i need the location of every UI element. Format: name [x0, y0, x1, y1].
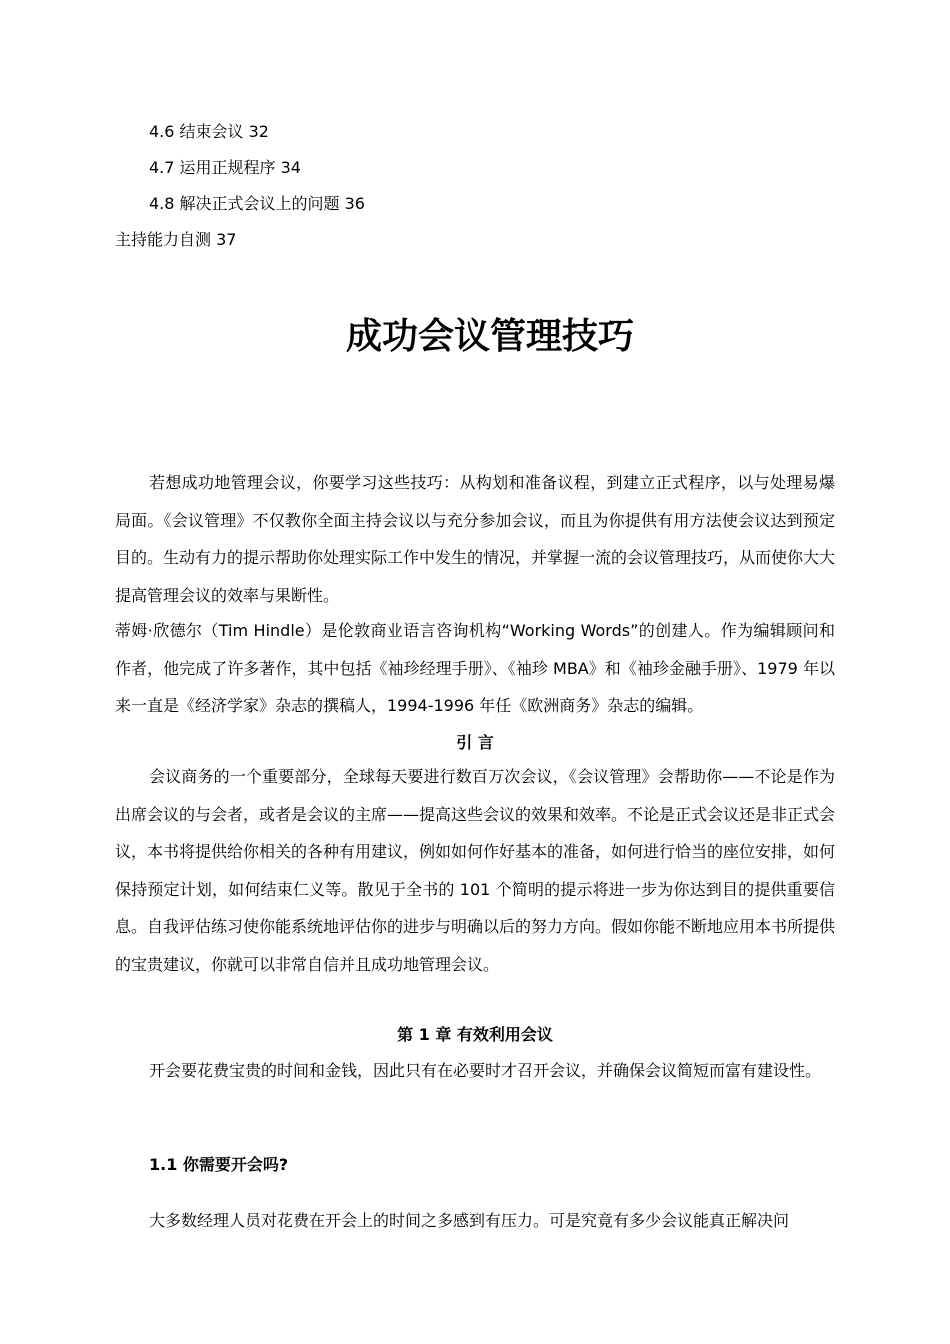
section-heading: 1.1 你需要开会吗? — [149, 1155, 289, 1174]
toc-item: 4.8 解决正式会议上的问题 36 — [149, 194, 365, 213]
author-paragraph: 蒂姆·欣德尔（Tim Hindle）是伦敦商业语言咨询机构“Working Words”的创建人。作为编辑顾问和作者，他完成了许多著作，其中包括《袖珍经理手册》、《袖珍 MBA》和《袖珍金融手册》、1979 年以来一直是《经济学家》杂志的撰稿人，1994-1996 年任《欧洲商务》杂志的编辑。 — [115, 621, 835, 716]
toc-item: 4.6 结束会议 32 — [149, 122, 269, 141]
intro-paragraph: 若想成功地管理会议，你要学习这些技巧：从构划和准备议程，到建立正式程序，以与处理易爆局面。《会议管理》不仅教你全面主持会议以与充分参加会议，而且为你提供有用方法使会议达到预定目的。生动有力的提示帮助你处理实际工作中发生的情况，并掌握一流的会议管理技巧，从而使你大大提高管理会议的效率与果断性。 — [115, 473, 836, 605]
preface-paragraph: 会议商务的一个重要部分，全球每天要进行数百万次会议，《会议管理》会帮助你——不论是作为出席会议的与会者，或者是会议的主席——提高这些会议的效果和效率。不论是正式会议还是非正式会议，本书将提供给你相关的各种有用建议，例如如何作好基本的准备，如何进行恰当的座位安排，如何保持预定计划，如何结束仁义等。散见于全书的 101 个简明的提示将进一步为你达到目的提供重要信息。自我评估练习使你能系统地评估你的进步与明确以后的努力方向。假如你能不断地应用本书所提供的宝贵建议，你就可以非常自信并且成功地管理会议。 — [115, 767, 836, 974]
chapter-paragraph: 开会要花费宝贵的时间和金钱，因此只有在必要时才召开会议，并确保会议简短而富有建设性。 — [149, 1061, 822, 1080]
toc-item: 4.7 运用正规程序 34 — [149, 158, 301, 177]
document-title: 成功会议管理技巧 — [345, 316, 634, 357]
section-paragraph: 大多数经理人员对花费在开会上的时间之多感到有压力。可是究竟有多少会议能真正解决问 — [149, 1211, 790, 1230]
chapter-heading: 第 1 章 有效利用会议 — [397, 1025, 553, 1044]
preface-heading: 引 言 — [456, 733, 494, 752]
toc-item: 主持能力自测 37 — [115, 230, 237, 249]
